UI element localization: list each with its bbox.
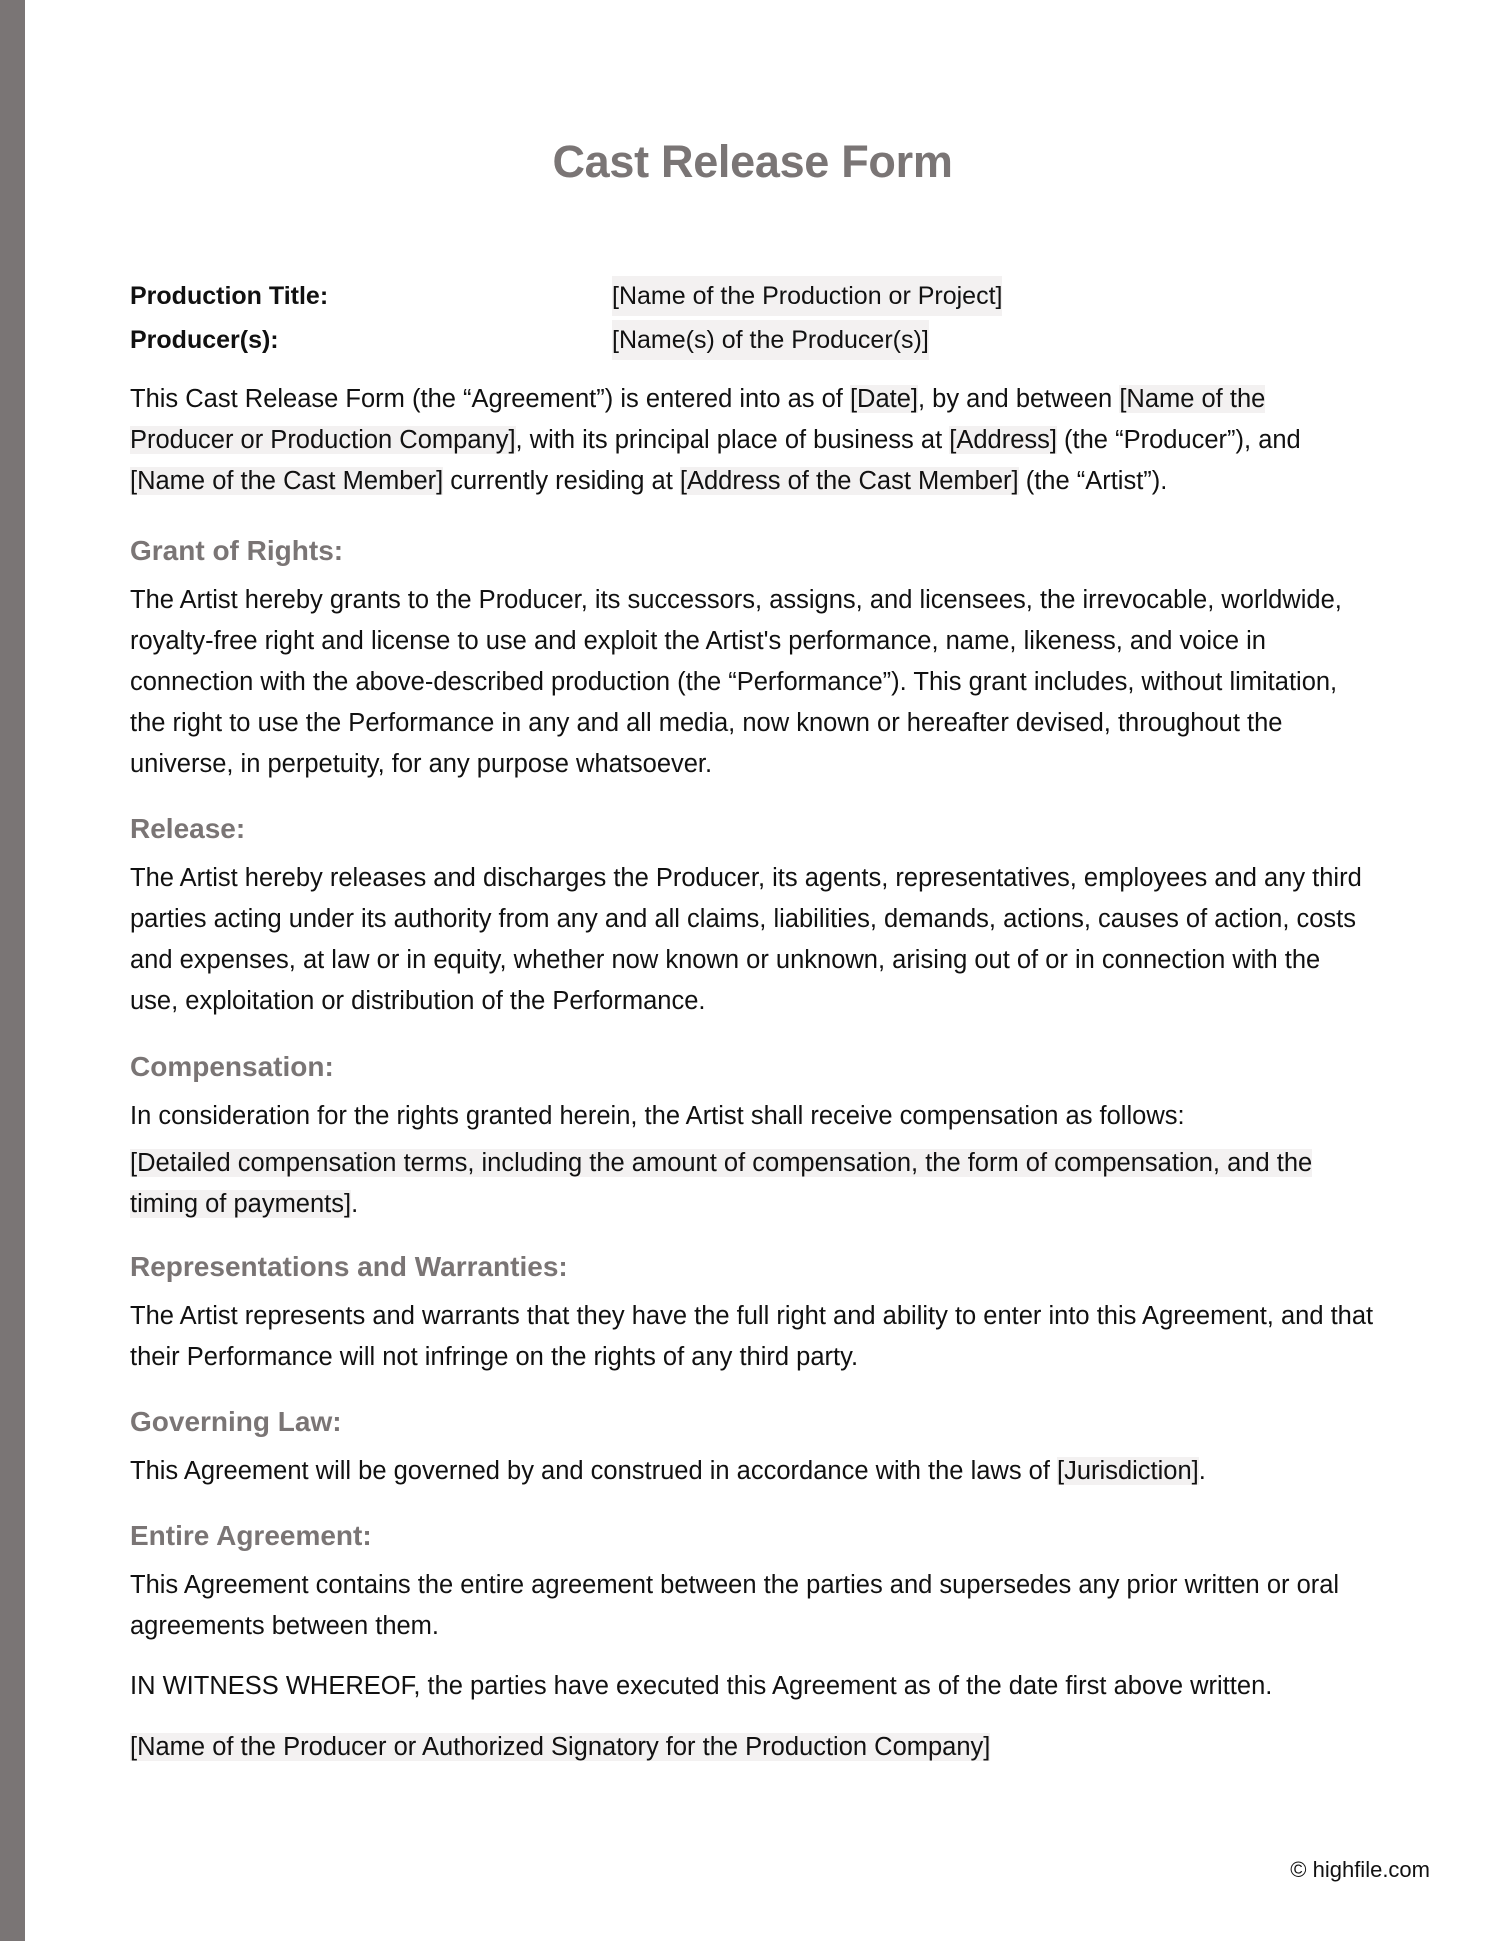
intro-text: (the “Artist”).	[1018, 467, 1168, 495]
compensation-terms-paragraph	[130, 1143, 1375, 1225]
entire-agreement-heading: Entire Agreement:	[130, 1520, 372, 1551]
date-placeholder[interactable]: [Date]	[849, 385, 918, 413]
governing-law-suffix: .	[1198, 1457, 1206, 1485]
release-heading: Release:	[130, 813, 246, 844]
intro-text: , by and between	[918, 385, 1120, 413]
cast-member-name-placeholder[interactable]: [Name of the Cast Member]	[130, 467, 444, 495]
witness-statement: IN WITNESS WHEREOF, the parties have executed this Agreement as of the date first above written.	[130, 1672, 1273, 1700]
representations-heading: Representations and Warranties:	[130, 1251, 568, 1282]
release-body: The Artist hereby releases and discharges the Producer, its agents, representatives, employees and any third parties acting under its authority from any and all claims, liabilities, demands, actions, causes of action, costs and expenses, at law or in equity, whether now known or unknown, arising out of or in connection with the use, exploitation or distribution of the Performance.	[130, 864, 1362, 1015]
compensation-body: In consideration for the rights granted herein, the Artist shall receive compensation as follows:	[130, 1102, 1185, 1130]
signatory-paragraph	[130, 1727, 1375, 1768]
producers-value[interactable]: [Name(s) of the Producer(s)]	[612, 320, 929, 360]
intro-text: This Cast Release Form (the “Agreement”) is entered into as of	[130, 385, 850, 413]
jurisdiction-placeholder[interactable]: [Jurisdiction]	[1057, 1457, 1199, 1485]
producer-name-placeholder[interactable]: [Name of the Producer or Production Company]	[130, 385, 1266, 454]
compensation-heading: Compensation:	[130, 1051, 334, 1082]
representations-body: The Artist represents and warrants that they have the full right and ability to enter into this Agreement, and that their Performance will not infringe on the rights of any third party.	[130, 1302, 1374, 1371]
address-placeholder[interactable]: [Address]	[949, 426, 1057, 454]
production-title-label: Production Title:	[130, 282, 329, 310]
intro-text: (the “Producer”), and	[1056, 426, 1301, 454]
copyright-footer: © highfile.com	[1290, 1857, 1430, 1882]
document-title: Cast Release Form	[552, 136, 953, 187]
side-accent-bar	[0, 0, 25, 1941]
intro-text: , with its principal place of business at	[515, 426, 950, 454]
grant-of-rights-body: The Artist hereby grants to the Producer, its successors, assigns, and licensees, the irrevocable, worldwide, royalty-free right and license to use and exploit the Artist's performance, name, likeness, and voice in connection with the above-described production (the “Performance”). This grant includes, without limitation, the right to use the Performance in any and all media, now known or hereafter devised, throughout the universe, in perpetuity, for any purpose whatsoever.	[130, 586, 1342, 778]
production-title-value[interactable]: [Name of the Production or Project]	[612, 276, 1002, 316]
intro-text: currently residing at	[443, 467, 680, 495]
governing-law-heading: Governing Law:	[130, 1406, 342, 1437]
grant-of-rights-heading: Grant of Rights:	[130, 535, 344, 566]
intro-paragraph	[130, 379, 1375, 502]
producers-row	[130, 320, 1375, 360]
producers-label: Producer(s):	[130, 326, 279, 354]
cast-member-address-placeholder[interactable]: [Address of the Cast Member]	[679, 467, 1019, 495]
entire-agreement-body: This Agreement contains the entire agreement between the parties and supersedes any prior written or oral agreements between them.	[130, 1571, 1340, 1640]
governing-law-body: This Agreement will be governed by and construed in accordance with the laws of	[130, 1457, 1058, 1485]
compensation-terms-suffix: .	[351, 1190, 359, 1218]
compensation-terms-placeholder[interactable]: [Detailed compensation terms, including the amount of compensation, the form of compensation, and the timing of payments]	[130, 1149, 1313, 1218]
signatory-placeholder[interactable]: [Name of the Producer or Authorized Signatory for the Production Company]	[130, 1733, 991, 1761]
governing-law-paragraph	[130, 1451, 1375, 1492]
production-title-row	[130, 276, 1375, 316]
